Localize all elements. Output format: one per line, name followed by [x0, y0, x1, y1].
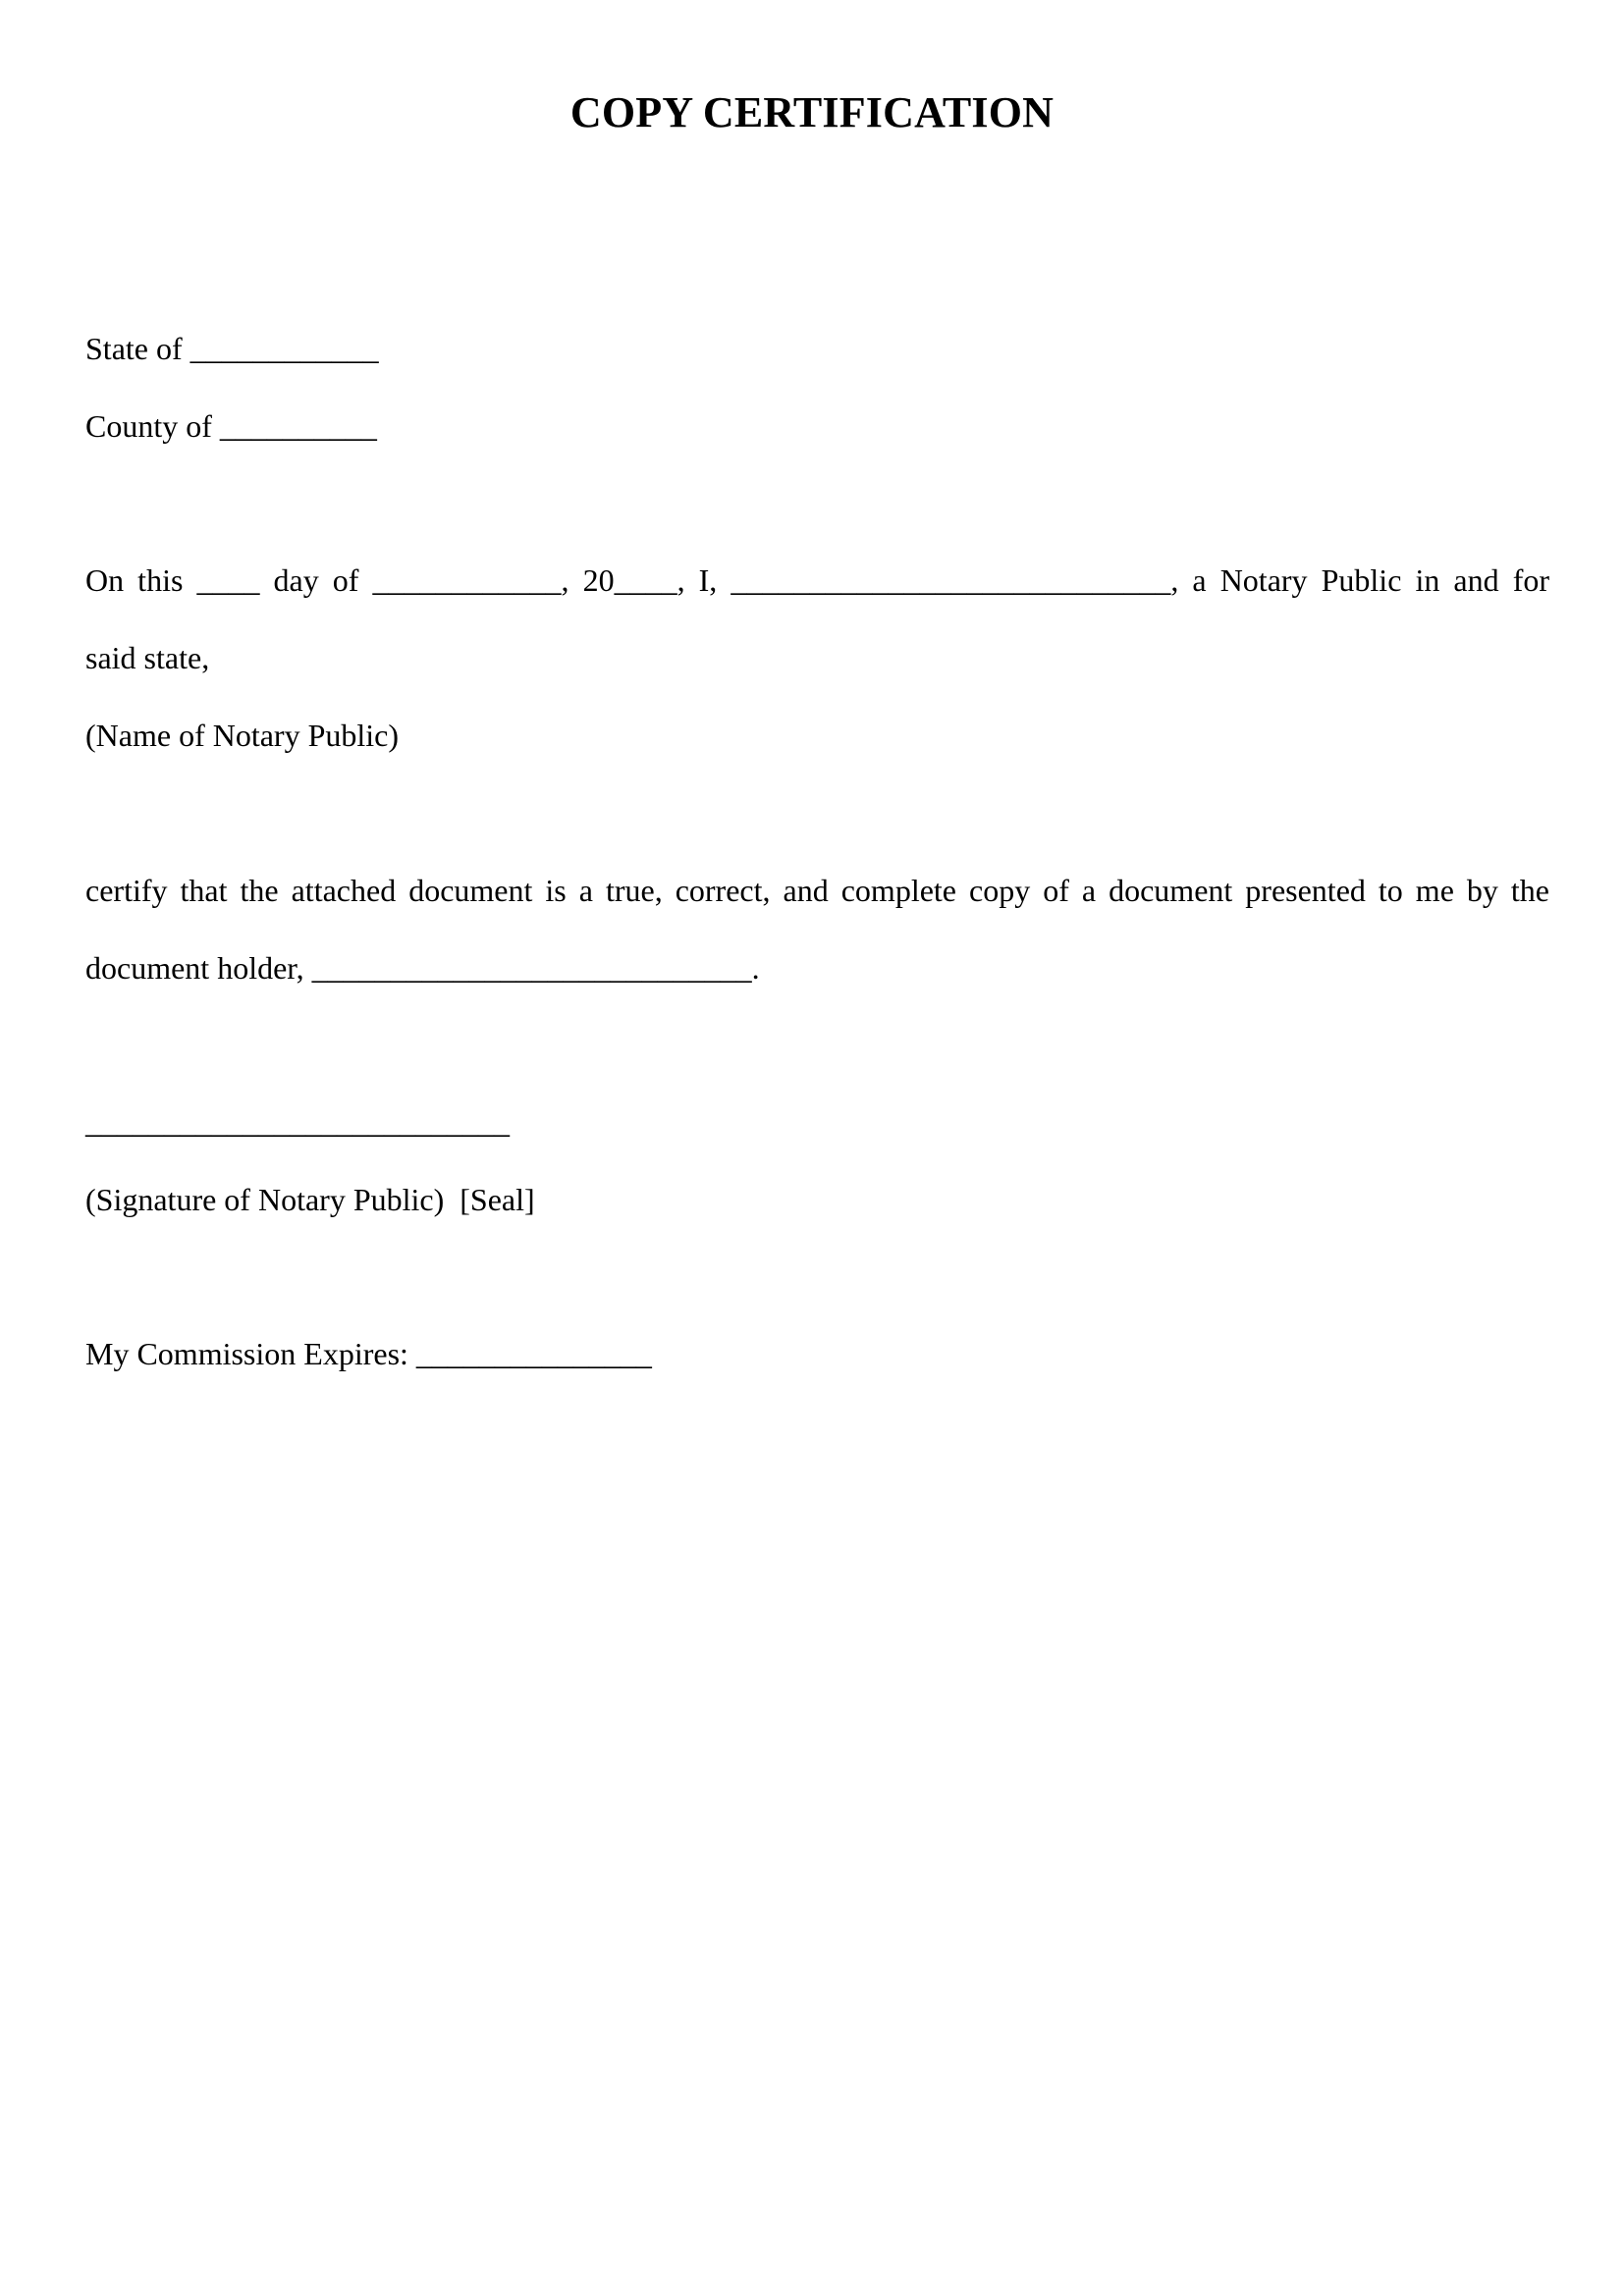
- notary-name-caption: (Name of Notary Public): [85, 718, 400, 753]
- said-state-text: said state,: [85, 640, 210, 675]
- signature-blank-line: ___________________________: [85, 1104, 510, 1140]
- commission-expiration-line: My Commission Expires: _______________: [85, 1336, 652, 1371]
- county-field-line: County of __________: [85, 408, 377, 444]
- certification-statement: certify that the attached document is a true, correct, and complete copy of a document presented to me by the: [85, 873, 1549, 908]
- state-field-line: State of ____________: [85, 331, 379, 366]
- document-holder-line: document holder, ____________________________.: [85, 950, 760, 986]
- notary-date-name-line: On this ____ day of ____________, 20____, I, ____________________________, a Notary Public in and for: [85, 562, 1549, 598]
- signature-seal-caption: (Signature of Notary Public) [Seal]: [85, 1182, 535, 1217]
- document-title: COPY CERTIFICATION: [569, 88, 1055, 136]
